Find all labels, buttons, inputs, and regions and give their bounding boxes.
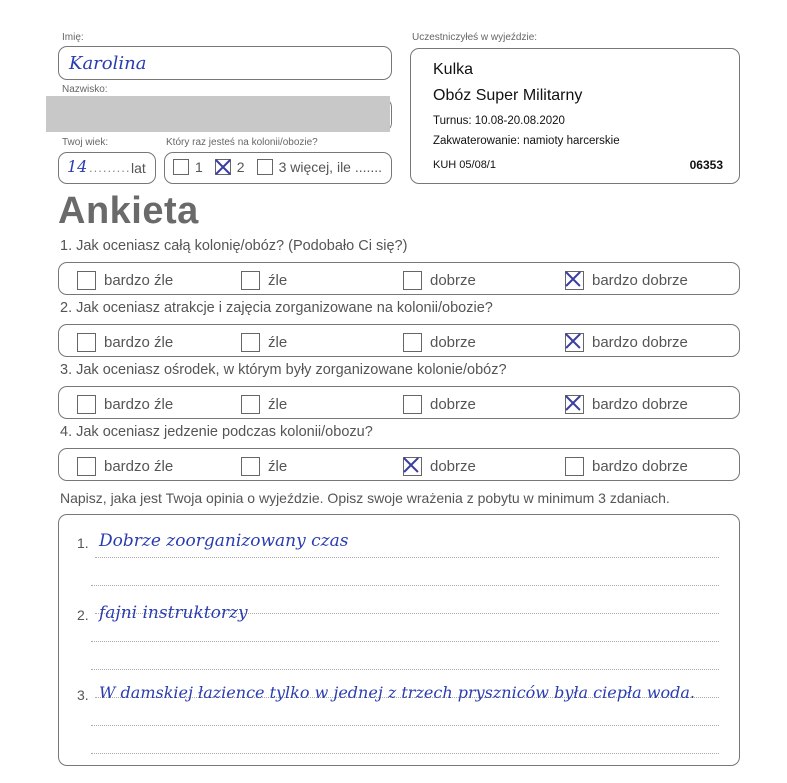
name-label: Imię: — [62, 32, 84, 43]
option-2[interactable] — [241, 333, 287, 352]
option-1[interactable] — [77, 271, 173, 290]
visit-option-label: 1 — [195, 159, 203, 175]
answer-3: W damskiej łazience tylko w jednej z trzech pryszniców była ciepła woda. — [99, 683, 695, 702]
option-3[interactable] — [403, 395, 476, 414]
visit-field — [164, 152, 392, 184]
question-4-text: 4. Jak oceniasz jedzenie podczas kolonii/obozu? — [60, 424, 373, 440]
option-label: bardzo dobrze — [592, 458, 688, 475]
visit-checkbox-1[interactable] — [173, 159, 189, 175]
option-1[interactable] — [77, 457, 173, 476]
answer-2: fajni instruktorzy — [99, 603, 248, 623]
option-2[interactable] — [241, 457, 287, 476]
option-3[interactable] — [403, 271, 476, 290]
question-2-options — [58, 324, 740, 357]
option-3[interactable] — [403, 457, 476, 476]
opinion-box[interactable] — [58, 514, 740, 766]
writing-line — [91, 725, 719, 726]
option-label: dobrze — [430, 458, 476, 475]
option-label: dobrze — [430, 334, 476, 351]
answer-1: Dobrze zoorganizowany czas — [99, 531, 349, 551]
visit-option-label: 3 więcej, ile ....... — [278, 159, 383, 175]
option-1[interactable] — [77, 395, 173, 414]
option-2[interactable] — [241, 271, 287, 290]
checkbox[interactable] — [77, 457, 96, 476]
trip-turnus: Turnus: 10.08-20.08.2020 — [433, 115, 565, 127]
checkbox[interactable] — [77, 333, 96, 352]
checkbox[interactable] — [77, 271, 96, 290]
opinion-prompt: Napisz, jaka jest Twoja opinia o wyjeździe. Opisz swoje wrażenia z pobytu w minimum 3 zdaniach. — [60, 490, 670, 506]
checkbox[interactable] — [403, 457, 422, 476]
question-1-text: 1. Jak oceniasz całą kolonię/obóz? (Podobało Ci się?) — [60, 238, 408, 254]
writing-line — [91, 753, 719, 754]
answer-number: 1. — [77, 535, 89, 551]
age-unit: lat — [131, 160, 146, 176]
trip-camp: Obóz Super Militarny — [433, 87, 583, 104]
checkbox[interactable] — [241, 333, 260, 352]
option-label: bardzo źle — [104, 334, 174, 351]
option-label: źle — [268, 458, 288, 475]
option-label: źle — [268, 272, 288, 289]
option-4[interactable] — [565, 333, 688, 352]
option-label: bardzo dobrze — [592, 272, 688, 289]
checkbox[interactable] — [565, 333, 584, 352]
checkbox[interactable] — [241, 395, 260, 414]
option-label: bardzo źle — [104, 396, 174, 413]
option-label: dobrze — [430, 396, 476, 413]
option-label: bardzo źle — [104, 272, 174, 289]
option-3[interactable] — [403, 333, 476, 352]
writing-line — [95, 557, 719, 558]
question-3-options — [58, 386, 740, 419]
redaction-bar — [46, 96, 390, 132]
surname-label: Nazwisko: — [62, 84, 108, 95]
writing-line — [91, 641, 719, 642]
trip-number: 06353 — [689, 158, 723, 172]
age-value: 14 — [67, 157, 88, 176]
question-1-options — [58, 262, 740, 295]
question-2-text: 2. Jak oceniasz atrakcje i zajęcia zorganizowane na kolonii/obozie? — [60, 300, 493, 316]
visit-checkbox-2[interactable] — [215, 159, 231, 175]
option-label: dobrze — [430, 272, 476, 289]
option-4[interactable] — [565, 457, 688, 476]
question-3-text: 3. Jak oceniasz ośrodek, w którym były zorganizowane kolonie/obóz? — [60, 362, 507, 378]
name-value: Karolina — [69, 53, 147, 74]
answer-number: 2. — [77, 607, 89, 623]
checkbox[interactable] — [241, 457, 260, 476]
age-dots: ......... — [89, 160, 131, 175]
trip-label: Uczestniczyłeś w wyjeździe: — [412, 32, 538, 43]
option-label: bardzo dobrze — [592, 334, 688, 351]
answer-number: 3. — [77, 687, 89, 703]
checkbox[interactable] — [403, 271, 422, 290]
survey-title: Ankieta — [58, 190, 199, 232]
trip-box — [410, 48, 740, 184]
option-label: bardzo dobrze — [592, 396, 688, 413]
checkbox[interactable] — [241, 271, 260, 290]
checkbox[interactable] — [403, 333, 422, 352]
writing-line — [91, 585, 719, 586]
option-label: źle — [268, 396, 288, 413]
checkbox[interactable] — [403, 395, 422, 414]
option-1[interactable] — [77, 333, 173, 352]
checkbox[interactable] — [565, 457, 584, 476]
visit-checkbox-3[interactable] — [257, 159, 273, 175]
visit-option-label: 2 — [236, 159, 245, 175]
trip-name: Kulka — [433, 61, 474, 78]
option-2[interactable] — [241, 395, 287, 414]
writing-line — [91, 669, 719, 670]
question-4-options — [58, 448, 740, 481]
checkbox[interactable] — [77, 395, 96, 414]
option-label: bardzo źle — [104, 458, 174, 475]
trip-code: KUH 05/08/1 — [433, 159, 496, 171]
checkbox[interactable] — [565, 271, 584, 290]
option-label: źle — [268, 334, 288, 351]
name-field[interactable] — [58, 46, 392, 80]
option-4[interactable] — [565, 395, 688, 414]
age-field[interactable] — [58, 152, 156, 184]
checkbox[interactable] — [565, 395, 584, 414]
visit-label: Który raz jesteś na kolonii/obozie? — [166, 137, 318, 148]
trip-accommodation: Zakwaterowanie: namioty harcerskie — [433, 135, 620, 147]
age-label: Twoj wiek: — [62, 137, 109, 148]
option-4[interactable] — [565, 271, 688, 290]
